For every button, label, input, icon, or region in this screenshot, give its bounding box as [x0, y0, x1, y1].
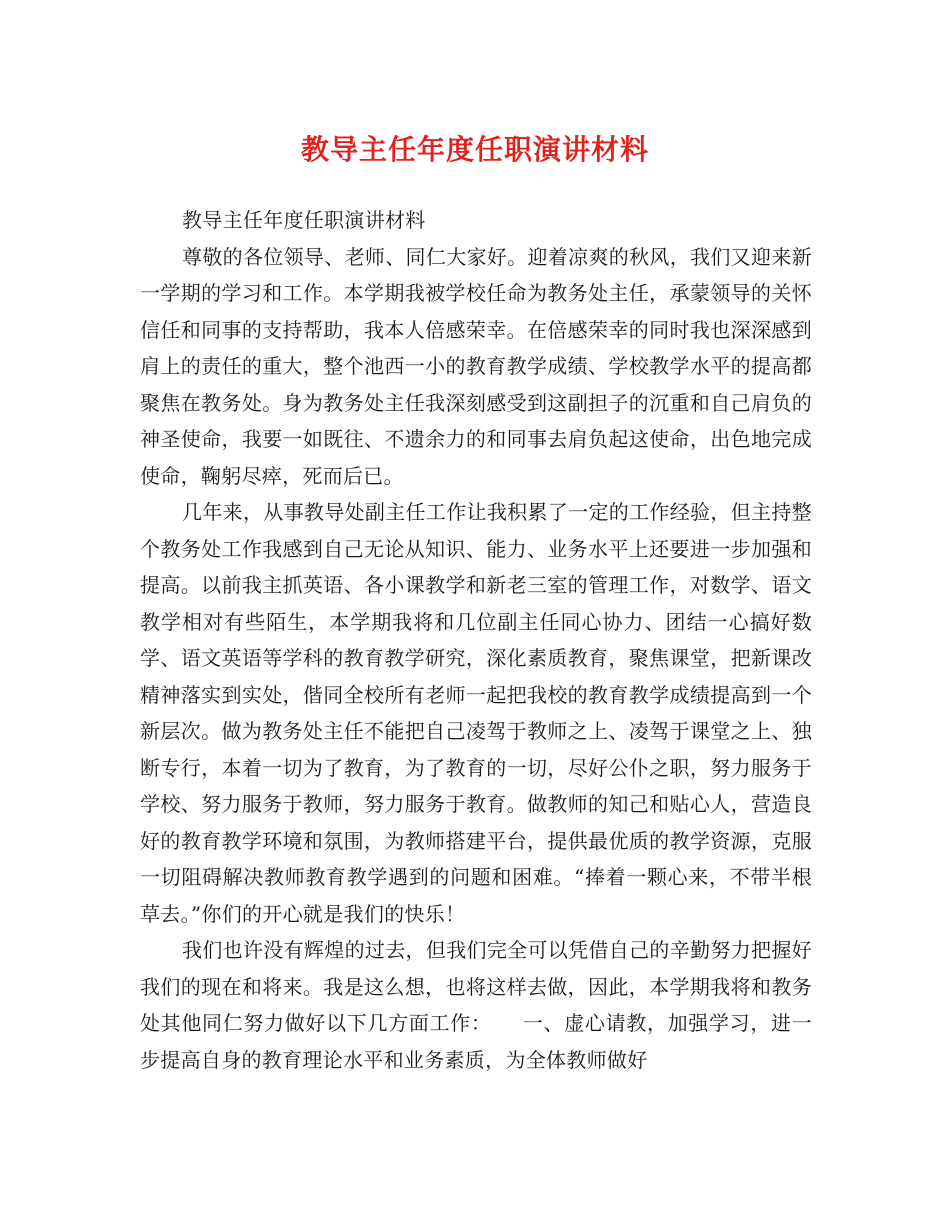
paragraph-plans: 我们也许没有辉煌的过去，但我们完全可以凭借自己的辛勤努力把握好我们的现在和将来。我是这么想，也将这样去做，因此，本学期我将和教务处其他同仁努力做好以下几方面工作： 一、虚心请教，加强学习，进一步提高自身的教育理论水平和业务素质，为全体教师做好 [140, 938, 812, 1072]
paragraph-greeting: 尊敬的各位领导、老师、同仁大家好。迎着凉爽的秋风，我们又迎来新一学期的学习和工作。本学期我被学校任命为教务处主任，承蒙领导的关怀信任和同事的支持帮助，我本人倍感荣幸。在倍感荣幸的同时我也深深感到肩上的责任的重大，整个池西一小的教育教学成绩、学校教学水平的提高都聚焦在教务处。身为教务处主任我深刻感受到这副担子的沉重和自己肩负的神圣使命，我要一如既往、不遗余力的和同事去肩负起这使命，出色地完成使命，鞠躬尽瘁，死而后已。 [140, 244, 812, 488]
document-body [140, 202, 812, 1078]
paragraph-experience: 几年来，从事教导处副主任工作让我积累了一定的工作经验，但主持整个教务处工作我感到自己无论从知识、能力、业务水平上还要进一步加强和提高。以前我主抓英语、各小课教学和新老三室的管理工作，对数学、语文教学相对有些陌生，本学期我将和几位副主任同心协力、团结一心搞好数学、语文英语等学科的教育教学研究，深化素质教育，聚焦课堂，把新课改精神落实到实处，偕同全校所有老师一起把我校的教育教学成绩提高到一个新层次。做为教务处主任不能把自己凌驾于教师之上、凌驾于课堂之上、独断专行，本着一切为了教育，为了教育的一切，尽好公仆之职，努力服务于学校、努力服务于教师，努力服务于教育。做教师的知己和贴心人，营造良好的教育教学环境和氛围，为教师搭建平台，提供最优质的教学资源，克服一切阻碍解决教师教育教学遇到的问题和困难。“捧着一颗心来，不带半根草去。”你们的开心就是我们的快乐！ [140, 500, 812, 926]
paragraph-heading: 教导主任年度任职演讲材料 [182, 208, 426, 232]
document-title: 教导主任年度任职演讲材料 [300, 133, 649, 166]
